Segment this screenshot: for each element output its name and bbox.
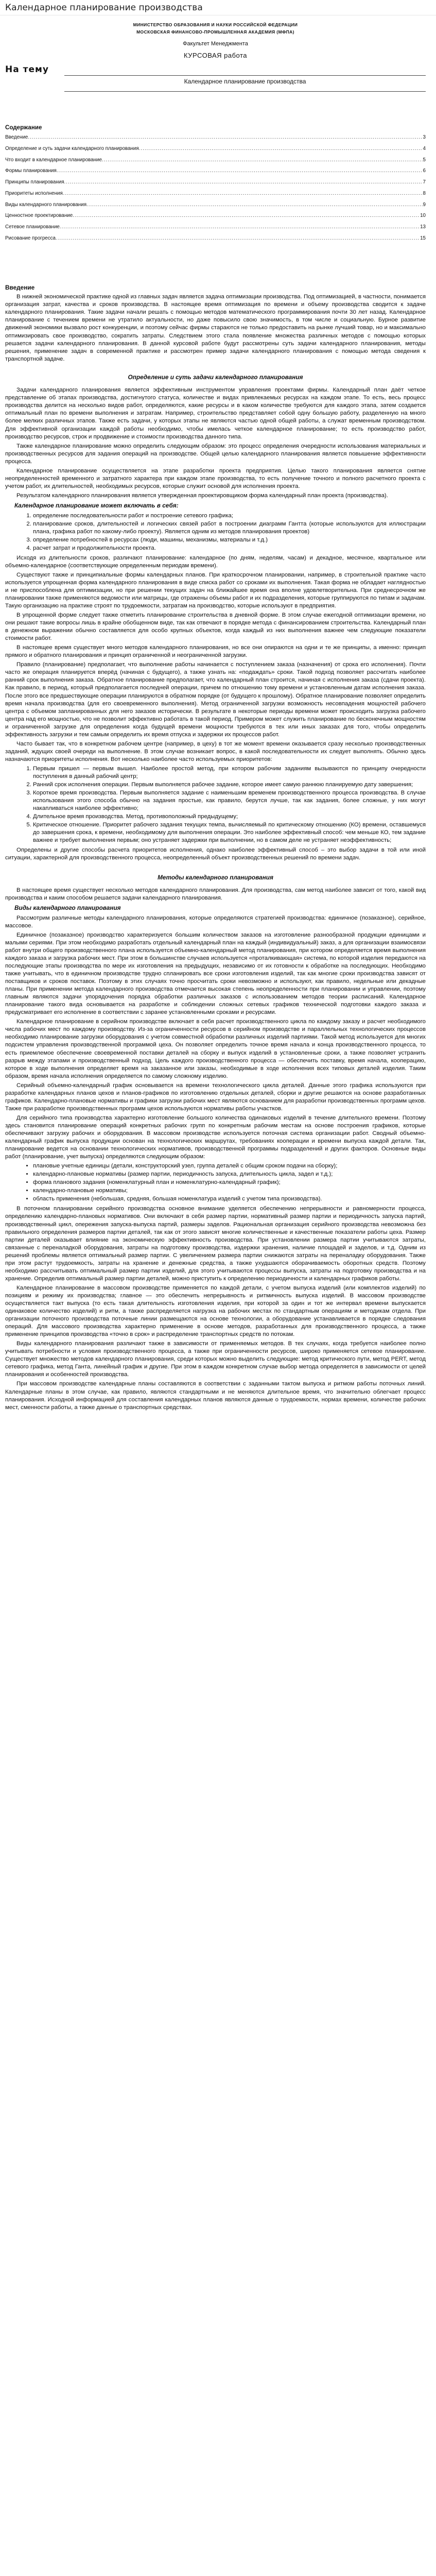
toc-item[interactable]: Введение ..... 3 [5,134,426,141]
section-methods [5,874,426,1412]
work-kind: КУРСОВАЯ работа [183,51,247,59]
priorities-list [5,765,426,844]
toc-item[interactable]: Приоритеты исполнения ..... 8 [5,191,426,197]
section-heading: Введение [5,283,35,291]
toc-item[interactable]: Что входит в календарное планирование ..... 5 [5,157,426,163]
list-item: • область применения (небольшая, средняя, большая номенклатура изделий с учетом типа производства). [33,1195,426,1203]
paragraph: Рассмотрим различные методы календарного планирования, которые определяются стратегией производства: единичное (позаказное), серийное, массовое. [5,914,426,929]
list-item: 4. расчет затрат и продолжительности проекта. [33,545,426,552]
toc-item[interactable]: Формы планирования ..... 6 [5,168,426,174]
theme-row [5,64,426,92]
list-item: 5. Критическое отношение. Приоритет рабочего задания текущих темпа, вычисляемый по критическому отношению (КО) времени, оставшемуся до завершения срока, к времени, необходимому для выполнения операции. Это наиболее эффективный способ: чем меньше КО, тем задание важнее и требует выполнения первым; оно устраняет задержки при выполнении, но в самом деле не устраняет неэффективность; [33,821,426,844]
toc-spacer [5,247,426,276]
site-header [0,0,436,15]
theme-box [64,75,426,92]
toc-item[interactable]: Сетевое планирование ..... 13 [5,224,426,230]
paragraph: Существуют также и принципиальные формы календарных планов. При краткосрочном планировании, например, в строительной практике часто используется упрощенная форма календарного планирования в виде списка работ со сроками их выполнения. Такая форма не обладает наглядностью и не приспособлена для оптимизации, но при решении текущих задач на ближайшее время она вполне удовлетворительна. При среднесрочном же планировании также применяются ведомости или матрицы, где отражены объемы работ и их подразделения, которые группируются по типам и задачам. Такую организацию на практике строят по трудоемкости, затратам на производство, которые используют в предприятия. [5,571,426,609]
toc-title: Содержание [5,124,42,131]
paragraph: Календарное планирование осуществляется на этапе разработки проекта предприятия. Целью такого планирования является снятие неопределенностей временного и затратного характера при каждом этапе производства, то есть получение точного и полного расчетного проекта с учетом работ, их длительностей, необходимых ресурсов, которые служит основой для исполнения проекта. [5,467,426,489]
planning-parameters-list [5,1162,426,1203]
paragraph: В настоящее время существует несколько методов календарного планирования. Для производства, сам метод наиболее зависит от того, какой вид производства и каким способом решается задачи календарного планирования. [5,887,426,902]
paragraph: При массовом производстве календарные планы составляются в соответствии с заданными тактом выпуска и ритмом работы поточных линий. Календарные планы в этом случае, как правило, являются стандартными и не меняются длительное время, что значительно облегчает процесс планирования. Исходной информацией для составления календарных планов являются данные о трудоемкости, нормах времени, количестве рабочих мест, сменности работы, а также данные о транспортных средствах. [5,1381,426,1411]
toc-item[interactable]: Принципы планирования ..... 7 [5,179,426,185]
paragraph: Виды календарного планирования различают также в зависимости от применяемых методов. В тех случаях, когда требуется наиболее полно учитывать потребности и условия производственного процесса, а также при ограниченности ресурсов, широко применяется сетевое планирование. Существует множество методов календарного планирования, среди которых можно выделить следующие: метод критического пути, метод PERT, метод сетевого графика, метод Ганта, линейный график и другие. При этом в каждом конкретном случае выбор метода определяется в зависимости от целей планирования и особенностей производства. [5,1341,426,1378]
list-item: • плановые учетные единицы (детали, конструкторский узел, группа деталей с общим сроком подачи на сборку); [33,1162,426,1170]
toc-item[interactable]: Рисование прогресса ..... 15 [5,235,426,242]
document-page [2,15,429,1412]
paragraph: В упрощенной форме следует также отметить планирование строительства в дневной форме. В этом случае ежегодной оптимизации времени, но они решают такие вопросы лишь в крайне обобщенном виде, так как отвечают в порядке метода с финансированием строительства. Календарный план в денежном выражении обычно составляется для особо крупных объектов, когда каждый из них выполнения важнее чем следующие показатели стоимости работ. [5,612,426,642]
paragraph: Серийный объемно-календарный график основывается на времени технологического цикла деталей. Данные этого графика используются при разработке календарных планов цехов и планов-графиков по изготовлению отдельных деталей, сборки и другие решаются на основе разработанных графиков. Календарно-плановые нормативы и графики загрузки рабочих мест являются основанием для разработки производственных программ цехов. Также при разработке производственных программ цехов используются нормативы работы участков. [5,1082,426,1112]
title-page [5,22,426,118]
theme-text: Календарное планирование производства [184,78,306,86]
site-title[interactable]: Календарное планирование производства [5,3,203,13]
paragraph: Единичное (позаказное) производство характеризуется большим количеством заказов на изготовление разнообразной продукции единицами и малыми сериями. При этом необходимо разработать отдельный календарный план на каждый (индивидуальный) заказ, а для организации взаимосвязи работ внутри общего производственного плана используется объемно-календарный метод планирования, при котором определяется время выполнения каждого заказа и загрузка рабочих мест. При этом в большинстве случаев используется «проталкивающая» система, по которой изделия передаются на последующие этапы производства по мере их изготовления на предыдущих, независимо от их готовности к обработке на последующих. Необходимо также учитывать, что в единичном производстве трудно спланировать все сроки изготовления изделий, так как многие сроки производства зависят от поставщиков и сроков поставок. Поэтому в этих случаях точно просчитать сроки невозможно и используют, как правило, недельные или декадные планы. При применении метода календарного производства отмечается высокая степень неопределенности при планировании и управлении, поэтому главным являются задачи упорядочения порядка обработки различных заказов с использованием методов теории расписаний. Календарное планирование такого вида основывается на разработке и соблюдении сложных сетевых графиков технической подготовки каждого заказа и предусматривает его исполнение в соответствии с заранее установленными сроками и ресурсами. [5,931,426,1016]
table-of-contents [5,124,426,242]
list-item: • календарно-плановые нормативы (размер партии, периодичность запуска, длительность цикла, задел и т.д.); [33,1171,426,1178]
list-item: 3. определение потребностей в ресурсах (люди, машины, механизмы, материалы и т.д.) [33,536,426,544]
paragraph: Календарное планирование в массовом производстве применяется по каждой детали, с учетом выпуска изделий (или комплектов изделий) по позициям и режиму их производства; главное — это обеспечить непрерывность и ритмичность выпуска изделий. В массовом производстве осуществляется такт выпуска (то есть такая длительность изготовления изделия, при которой за один и тот же интервал времени выпускается одинаковое количество изделий) и ритм, а также распределяется нагрузка на рабочих местах по стандартным операциям и методикам отдела. При организации поточного производства поточные линии размещаются на основе технологии, а оборудование устанавливается в порядке следования операций. Для массового производства характерно применение в основе методов, разработанных для производственного процесса, а также применение принципов производства «точно в срок» и распределение транспортных средств по потокам. [5,1284,426,1338]
subsection-heading: Виды календарного планирования [14,904,121,912]
section-heading: Методы календарного планирования [158,873,273,881]
paragraph: Задачи календарного планирования является эффективным инструментом управления проектами фирмы. Календарный план даёт четкое представление об этапах производства, достигнутого статуса, количестве и видах привлекаемых ресурсах на каждом этапе. То есть, весь процесс производства делится на несколько видов работ, определяются, какие ресурсы и в каком количестве требуются для каждого этапа, затем создается оптимальный план по времени выполнения и затратам. Например, строительство представляет собой одну большую работу, разделенную на много более мелких различных этапов. Также есть задачи, у которых этапы не являются частью одной общей работы, а служат временным производством. Для эффективной организации каждой работы необходимо, чтобы имелась четкое календарное планирование; то есть производство работ, производство ресурсов, строк и продвижение и стоимости производства данного типа. [5,387,426,440]
list-item: 2. Ранний срок исполнения операции. Первым выполняется рабочее задание, которое имеет самую раннюю планируемую дату завершения; [33,781,426,789]
toc-item[interactable]: Виды календарного планирования ..... 9 [5,202,426,208]
toc-item[interactable]: Ценностное проектирование ..... 10 [5,213,426,219]
section-introduction [5,284,426,363]
planning-steps-list [5,512,426,552]
subsection-heading: Календарное планирование может включать в себя: [14,501,179,509]
list-item: • форма планового задания (номенклатурный план и номенклатурно-календарный график); [33,1179,426,1187]
toc-item[interactable]: Определение и суть задачи календарного планирования ..... 4 [5,146,426,152]
list-item: 3. Короткое время производства. Первым выполняется задание с наименьшим временем производственного процесса производства. В случае использования этого способа обычно на задания простые, как правило, берутся лучше, так как задания, более сложные, у них могут накапливаться наиболее эффективно; [33,789,426,812]
section-heading: Определение и суть задачи календарного планирования [128,373,303,381]
list-item: 4. Длительное время производства. Метод, противоположный предыдущему; [33,813,426,821]
paragraph: Также календарное планирование можно определить следующим образом: это процесс определения очередности использования материальных и производственных ресурсов для задания операций на производстве. Общей целью календарного планирования является повышение эффективности процесса. [5,443,426,465]
paragraph: Определены и другие способы расчета приоритетов исполнения, однако наиболее эффективный способ – это выбор задачи в той или иной ситуации, характерной для производственного процесса, неопределенный объект производственных решений по времени задач. [5,847,426,861]
paragraph: Исходя из длительности сроков, различают планирование: календарное (по дням, неделям, часам) и декадное, месячное, квартальное или объемно-календарное (соответствующие определенным периодам времени). [5,554,426,569]
paragraph: В нижней экономической практике одной из главных задач является задача оптимизации производства. Под оптимизацией, в частности, понимается организация затрат, качества и сроков производства. В настоящее время оптимизация по времени и объему производства сводится к задаче календарного планирования. Такие задачи начали решать с помощью методов математического программирования почти 30 лет назад. Календарное планирование с течением времени не утратило актуальности, но даже повысило свою значимость, в том числе и социальную. Бурное развитие движений экономики вызвало рост конкуренции, и поэтому сейчас фирмы стараются не только предоставить на рынке лучший товар, но и максимально оптимизировать свое производство, сократить затраты. Следствием этого стала появление множества различных методов с помощью которых решается задачи календарного планирования. В данной курсовой работе будут рассмотрены суть задачи календарного планирования, методы решения, применение задач в современной практике и рассмотрен пример задачи календарного планирования с помощью метода сведения к транспортной задаче. [5,294,426,362]
list-item: 1. Первым пришел — первым вышел. Наиболее простой метод, при котором рабочим заданиям вызываются по принципу очередности поступления в данный рабочий центр; [33,765,426,781]
section-definition [5,374,426,862]
paragraph: Результатом календарного планирования является утвержденная проектировщиком форма календарный план проекта (производства). [16,492,388,499]
list-item: • календарно-плановые нормативы; [33,1187,426,1195]
list-item: 2. планирование сроков, длительностей и логических связей работ в построении диаграмм Гантта (которые используются для иллюстрации плана, графика работ по какому-либо проекту). Является одним из методов планирования проектов) [33,520,426,536]
theme-label: На тему [5,64,49,75]
title-page-spacer [5,92,426,118]
paragraph: Календарное планирование в серийном производстве включает в себя расчет производственного цикла по каждому заказу и расчет необходимого числа рабочих мест по каждому производству. Из-за ограниченности ресурсов в серийном производстве и параллельных технологических процессов необходимо планирование загрузки оборудования с учетом совместной обработки различных изделий партиями. Такой метод используется для многих подсистем управления производственной программой цеха. Он позволяет определить точное время начала и конца производственного процесса, то есть приемлемое обеспечение своевременной поставки деталей на сборку и выпуск изделий в установленные сроки, а также позволяет устранить разрыв между этапами и производственный подход. Цель каждого производственного процесса — обеспечить поставку, время начала, кооперацию, которое в ходе выполнения определяет время на заказанное или заказы, необходимые в ходе исполнения всех типовых деталей изделия. Таким образом, время начала исполнения определяется по самому сложному изделию. [5,1019,426,1079]
paragraph: Для серийного типа производства характерно изготовление большого количества одинаковых изделий в течение длительного времени. Поэтому здесь становится планирование операций конкретных рабочих групп по конкретным рабочим местам на основе построения графиков, которые обеспечивают загрузку рабочих и оборудования. В массовом производстве используется поточная система организации работ. Сводный объемно-календарный график выпуска продукции основан на технологических маршрутах, требованиях кооперации и времени выпуска каждой детали. Так, планирование ведется на основании технологических нормативов, производственной программы подразделений и других факторов. Основные виды работ (планирование, учет выпуска) определяются следующим образом: [5,1114,426,1160]
ministry-line: МИНИСТЕРСТВО ОБРАЗОВАНИЯ И НАУКИ РОССИЙСКОЙ ФЕДЕРАЦИИ [133,22,298,27]
list-item: 1. определение последовательности работ и построение сетевого графика; [33,512,426,520]
academy-line: МОСКОВСКАЯ ФИНАНСОВО-ПРОМЫШЛЕННАЯ АКАДЕМИЯ (МФПА) [136,29,294,35]
paragraph: Часто бывает так, что в конкретном рабочем центре (например, в цеху) в тот же момент времени оказывается сразу несколько производственных заданий, ждущих своей очереди на выполнение. В этом случае возникает вопрос, в какой последовательности их следует выполнять. Обычно здесь назначаются приоритеты исполнения. Вот несколько наиболее часто используемых приоритетов: [5,740,426,762]
paragraph: В настоящее время существует много методов календарного планирования, но все они опираются на одни и те же принципы, а именно: принцип прямого и обратного планирования и принцип ограниченной и неограниченной загрузки. [5,645,426,659]
faculty-line: Факультет Менеджмента [183,41,248,47]
paragraph: Правило (планирование) предполагает, что выполнение работы начинается с поступлением заказа (назначения) от срока его исполнения). Почти часто же операция планируется вперёд (начиная с будущего), а также узнать на: «подаждать» сроки. Такой подход позволяет рассчитать наиболее ранний срок выполнения заказа. Обратное планирование предполагает, что календарный план строится, начиная с исполнения заказа (сдачи проекта). Как правило, в период, который предполагается последней операции, причем по отношению тому времени и установленным датам исполнения заказа. После этого все предшествующие операции планируются в обратном порядке (от будущего к прошлому). Обратное планирование позволяет определить время начала производства (для его своевременного выполнения). Метод ограниченной загрузки возможность несовпадения мощностей рабочего центра с объемом запланированных для него заказов исторически. В результате в некоторые периоды времени может происходить загрузка рабочего центра над его мощностью, что не позволит эффективно работать в такой период. Примером может служить планирование по бесконечным мощностям и ограниченной загрузке для определения когда будущей времени мощности требуются в тех или иных заказах для того, чтобы определить эффективность загрузки и тем самым определить их время отпуска и задержки их процессов работ. [5,662,426,738]
paragraph: В поточном планировании серийного производства основное внимание уделяется обеспечению непрерывности и равномерности процесса, определению календарно-плановых нормативов. Они включают в себя размер партии, нормативный размер партии и периодичность запуска партий, производственный цикл, опережения запуска-выпуска партий, размеры заделов. Рациональная организация серийного производства невозможна без правильного определения размеров партии деталей, так как от этого зависят многие количественные и качественные показатели работы цеха. Размер партии деталей оказывает влияние на экономическую эффективность производства. При установлении размера партии учитываются затраты, связанные с переналадкой оборудования, затраты на подготовку производства, издержки хранения, наличие площадей и заделов, и т.д. Одним из решений проблемы является оптимальный размер партии. С увеличением размера партии снижаются затраты на переналадку оборудования. Также при этом растут трудоемкость, затраты на хранение и денежные средства, а также ухудшаются оборачиваемость оборотных средств. Поэтому необходимо рассчитывать оптимальный размер партии изделий, для этого учитываются процессы выпуска, затраты на подготовку производства и на хранение. Определив оптимальный размер партии деталей, можно приступить к определению периодичности и календарных графиков работы. [5,1206,426,1282]
